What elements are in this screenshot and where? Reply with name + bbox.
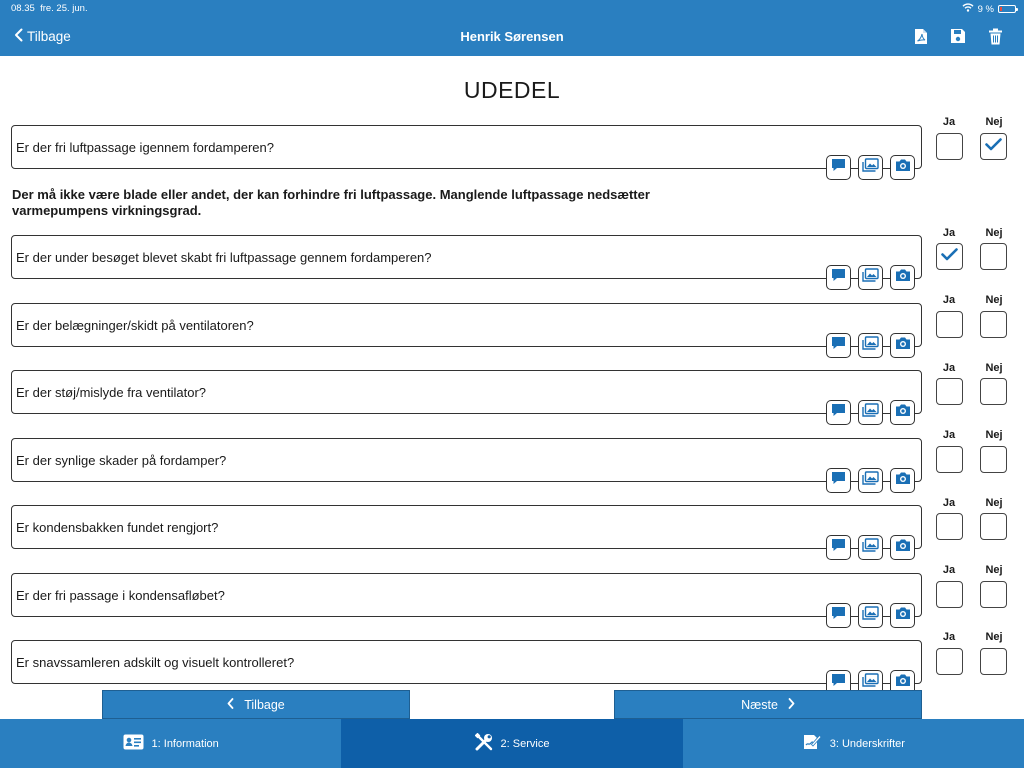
top-bar	[0, 0, 1024, 56]
camera-button[interactable]	[890, 155, 915, 180]
question-text: Er der belægninger/skidt på ventilatoren?	[16, 318, 254, 333]
comment-icon	[831, 403, 846, 422]
question-text: Er der fri passage i kondensafløbet?	[16, 588, 225, 603]
image-gallery-icon	[862, 403, 879, 422]
checkmark-icon	[985, 138, 1002, 156]
status-date: fre. 25. jun.	[40, 3, 88, 14]
question-field[interactable]	[11, 573, 922, 617]
header-actions	[912, 27, 1004, 45]
no-checkbox[interactable]	[980, 243, 1007, 270]
comment-icon	[831, 158, 846, 177]
question-field[interactable]	[11, 370, 922, 414]
yes-label: Ja	[942, 294, 956, 306]
gallery-button[interactable]	[858, 265, 883, 290]
question-field[interactable]	[11, 235, 922, 279]
comment-icon	[831, 268, 846, 287]
question-actions	[826, 468, 915, 493]
previous-button-label: Tilbage	[244, 697, 285, 712]
comment-button[interactable]	[826, 400, 851, 425]
camera-icon	[895, 158, 911, 177]
info-note: Der må ikke være blade eller andet, der kan forhindre fri luftpassage. Manglende luftpassage nedsætter varmepumpens virkningsgrad.	[12, 187, 650, 218]
comment-button[interactable]	[826, 468, 851, 493]
status-clock	[11, 3, 88, 14]
camera-button[interactable]	[890, 265, 915, 290]
yes-checkbox[interactable]	[936, 311, 963, 338]
yes-checkbox[interactable]	[936, 648, 963, 675]
trash-icon[interactable]	[986, 27, 1004, 45]
no-checkbox[interactable]	[980, 513, 1007, 540]
header-back-label: Tilbage	[27, 29, 71, 44]
camera-icon	[895, 336, 911, 355]
gallery-button[interactable]	[858, 400, 883, 425]
no-label: Nej	[985, 631, 1003, 643]
question-actions	[826, 535, 915, 560]
yes-label: Ja	[942, 362, 956, 374]
camera-button[interactable]	[890, 468, 915, 493]
comment-button[interactable]	[826, 333, 851, 358]
comment-button[interactable]	[826, 265, 851, 290]
yes-label: Ja	[942, 631, 956, 643]
camera-icon	[895, 268, 911, 287]
yes-checkbox[interactable]	[936, 378, 963, 405]
no-label: Nej	[985, 116, 1003, 128]
wifi-icon	[962, 3, 974, 15]
image-gallery-icon	[862, 158, 879, 177]
question-text: Er der fri luftpassage igennem fordamperen?	[16, 140, 274, 155]
no-checkbox[interactable]	[980, 133, 1007, 160]
signature-icon	[802, 733, 822, 754]
chevron-right-icon	[788, 698, 795, 712]
no-checkbox[interactable]	[980, 446, 1007, 473]
question-actions	[826, 400, 915, 425]
yes-checkbox[interactable]	[936, 243, 963, 270]
camera-button[interactable]	[890, 400, 915, 425]
question-actions	[826, 333, 915, 358]
page-title: Henrik Sørensen	[460, 29, 564, 44]
tab-service[interactable]	[341, 719, 682, 768]
no-checkbox[interactable]	[980, 581, 1007, 608]
camera-button[interactable]	[890, 535, 915, 560]
image-gallery-icon	[862, 538, 879, 557]
no-label: Nej	[985, 497, 1003, 509]
no-label: Nej	[985, 429, 1003, 441]
image-gallery-icon	[862, 336, 879, 355]
comment-icon	[831, 538, 846, 557]
question-field[interactable]	[11, 640, 922, 684]
camera-button[interactable]	[890, 333, 915, 358]
tab-information-label: 1: Information	[151, 737, 219, 750]
question-field[interactable]	[11, 505, 922, 549]
battery-percent: 9 %	[977, 3, 994, 15]
camera-icon	[895, 403, 911, 422]
no-label: Nej	[985, 294, 1003, 306]
gallery-button[interactable]	[858, 468, 883, 493]
question-field[interactable]	[11, 125, 922, 169]
tools-icon	[475, 733, 493, 754]
yes-label: Ja	[942, 429, 956, 441]
section-title: UDEDEL	[463, 77, 561, 103]
camera-button[interactable]	[890, 603, 915, 628]
question-actions	[826, 603, 915, 628]
pdf-icon[interactable]	[912, 27, 930, 45]
no-label: Nej	[985, 564, 1003, 576]
yes-label: Ja	[942, 564, 956, 576]
tab-bar	[0, 719, 1024, 768]
comment-button[interactable]	[826, 155, 851, 180]
no-label: Nej	[985, 227, 1003, 239]
battery-icon	[998, 5, 1016, 13]
tab-signatures[interactable]	[683, 719, 1024, 768]
image-gallery-icon	[862, 268, 879, 287]
comment-button[interactable]	[826, 603, 851, 628]
status-time: 08.35	[11, 3, 35, 14]
gallery-button[interactable]	[858, 603, 883, 628]
question-actions	[826, 155, 915, 180]
question-text: Er der støj/mislyde fra ventilator?	[16, 385, 207, 400]
question-text: Er kondensbakken fundet rengjort?	[16, 520, 219, 535]
tab-signatures-label: 3: Underskrifter	[829, 737, 905, 750]
checkmark-icon	[941, 248, 958, 266]
gallery-button[interactable]	[858, 155, 883, 180]
question-text: Er snavssamleren adskilt og visuelt kontrolleret?	[16, 655, 295, 670]
question-field[interactable]	[11, 303, 922, 347]
yes-checkbox[interactable]	[936, 581, 963, 608]
question-field[interactable]	[11, 438, 922, 482]
no-checkbox[interactable]	[980, 648, 1007, 675]
next-button[interactable]	[614, 690, 922, 719]
yes-label: Ja	[942, 227, 956, 239]
yes-checkbox[interactable]	[936, 446, 963, 473]
question-actions	[826, 265, 915, 290]
camera-icon	[895, 606, 911, 625]
tab-service-label: 2: Service	[500, 737, 550, 750]
yes-checkbox[interactable]	[936, 513, 963, 540]
question-text: Er der synlige skader på fordamper?	[16, 453, 227, 468]
tab-information[interactable]	[0, 719, 341, 768]
previous-button[interactable]	[102, 690, 410, 719]
camera-icon	[895, 538, 911, 557]
next-button-label: Næste	[741, 697, 778, 712]
comment-button[interactable]	[826, 535, 851, 560]
no-checkbox[interactable]	[980, 311, 1007, 338]
comment-icon	[831, 471, 846, 490]
id-card-icon	[123, 734, 144, 753]
yes-label: Ja	[942, 116, 956, 128]
no-label: Nej	[985, 362, 1003, 374]
yes-label: Ja	[942, 497, 956, 509]
image-gallery-icon	[862, 606, 879, 625]
yes-checkbox[interactable]	[936, 133, 963, 160]
comment-icon	[831, 606, 846, 625]
gallery-button[interactable]	[858, 535, 883, 560]
gallery-button[interactable]	[858, 333, 883, 358]
no-checkbox[interactable]	[980, 378, 1007, 405]
chevron-left-icon	[227, 698, 234, 712]
status-indicators	[962, 3, 1016, 15]
question-text: Er der under besøget blevet skabt fri luftpassage gennem fordamperen?	[16, 250, 432, 265]
comment-icon	[831, 336, 846, 355]
camera-icon	[895, 471, 911, 490]
save-icon[interactable]	[949, 27, 967, 45]
image-gallery-icon	[862, 471, 879, 490]
